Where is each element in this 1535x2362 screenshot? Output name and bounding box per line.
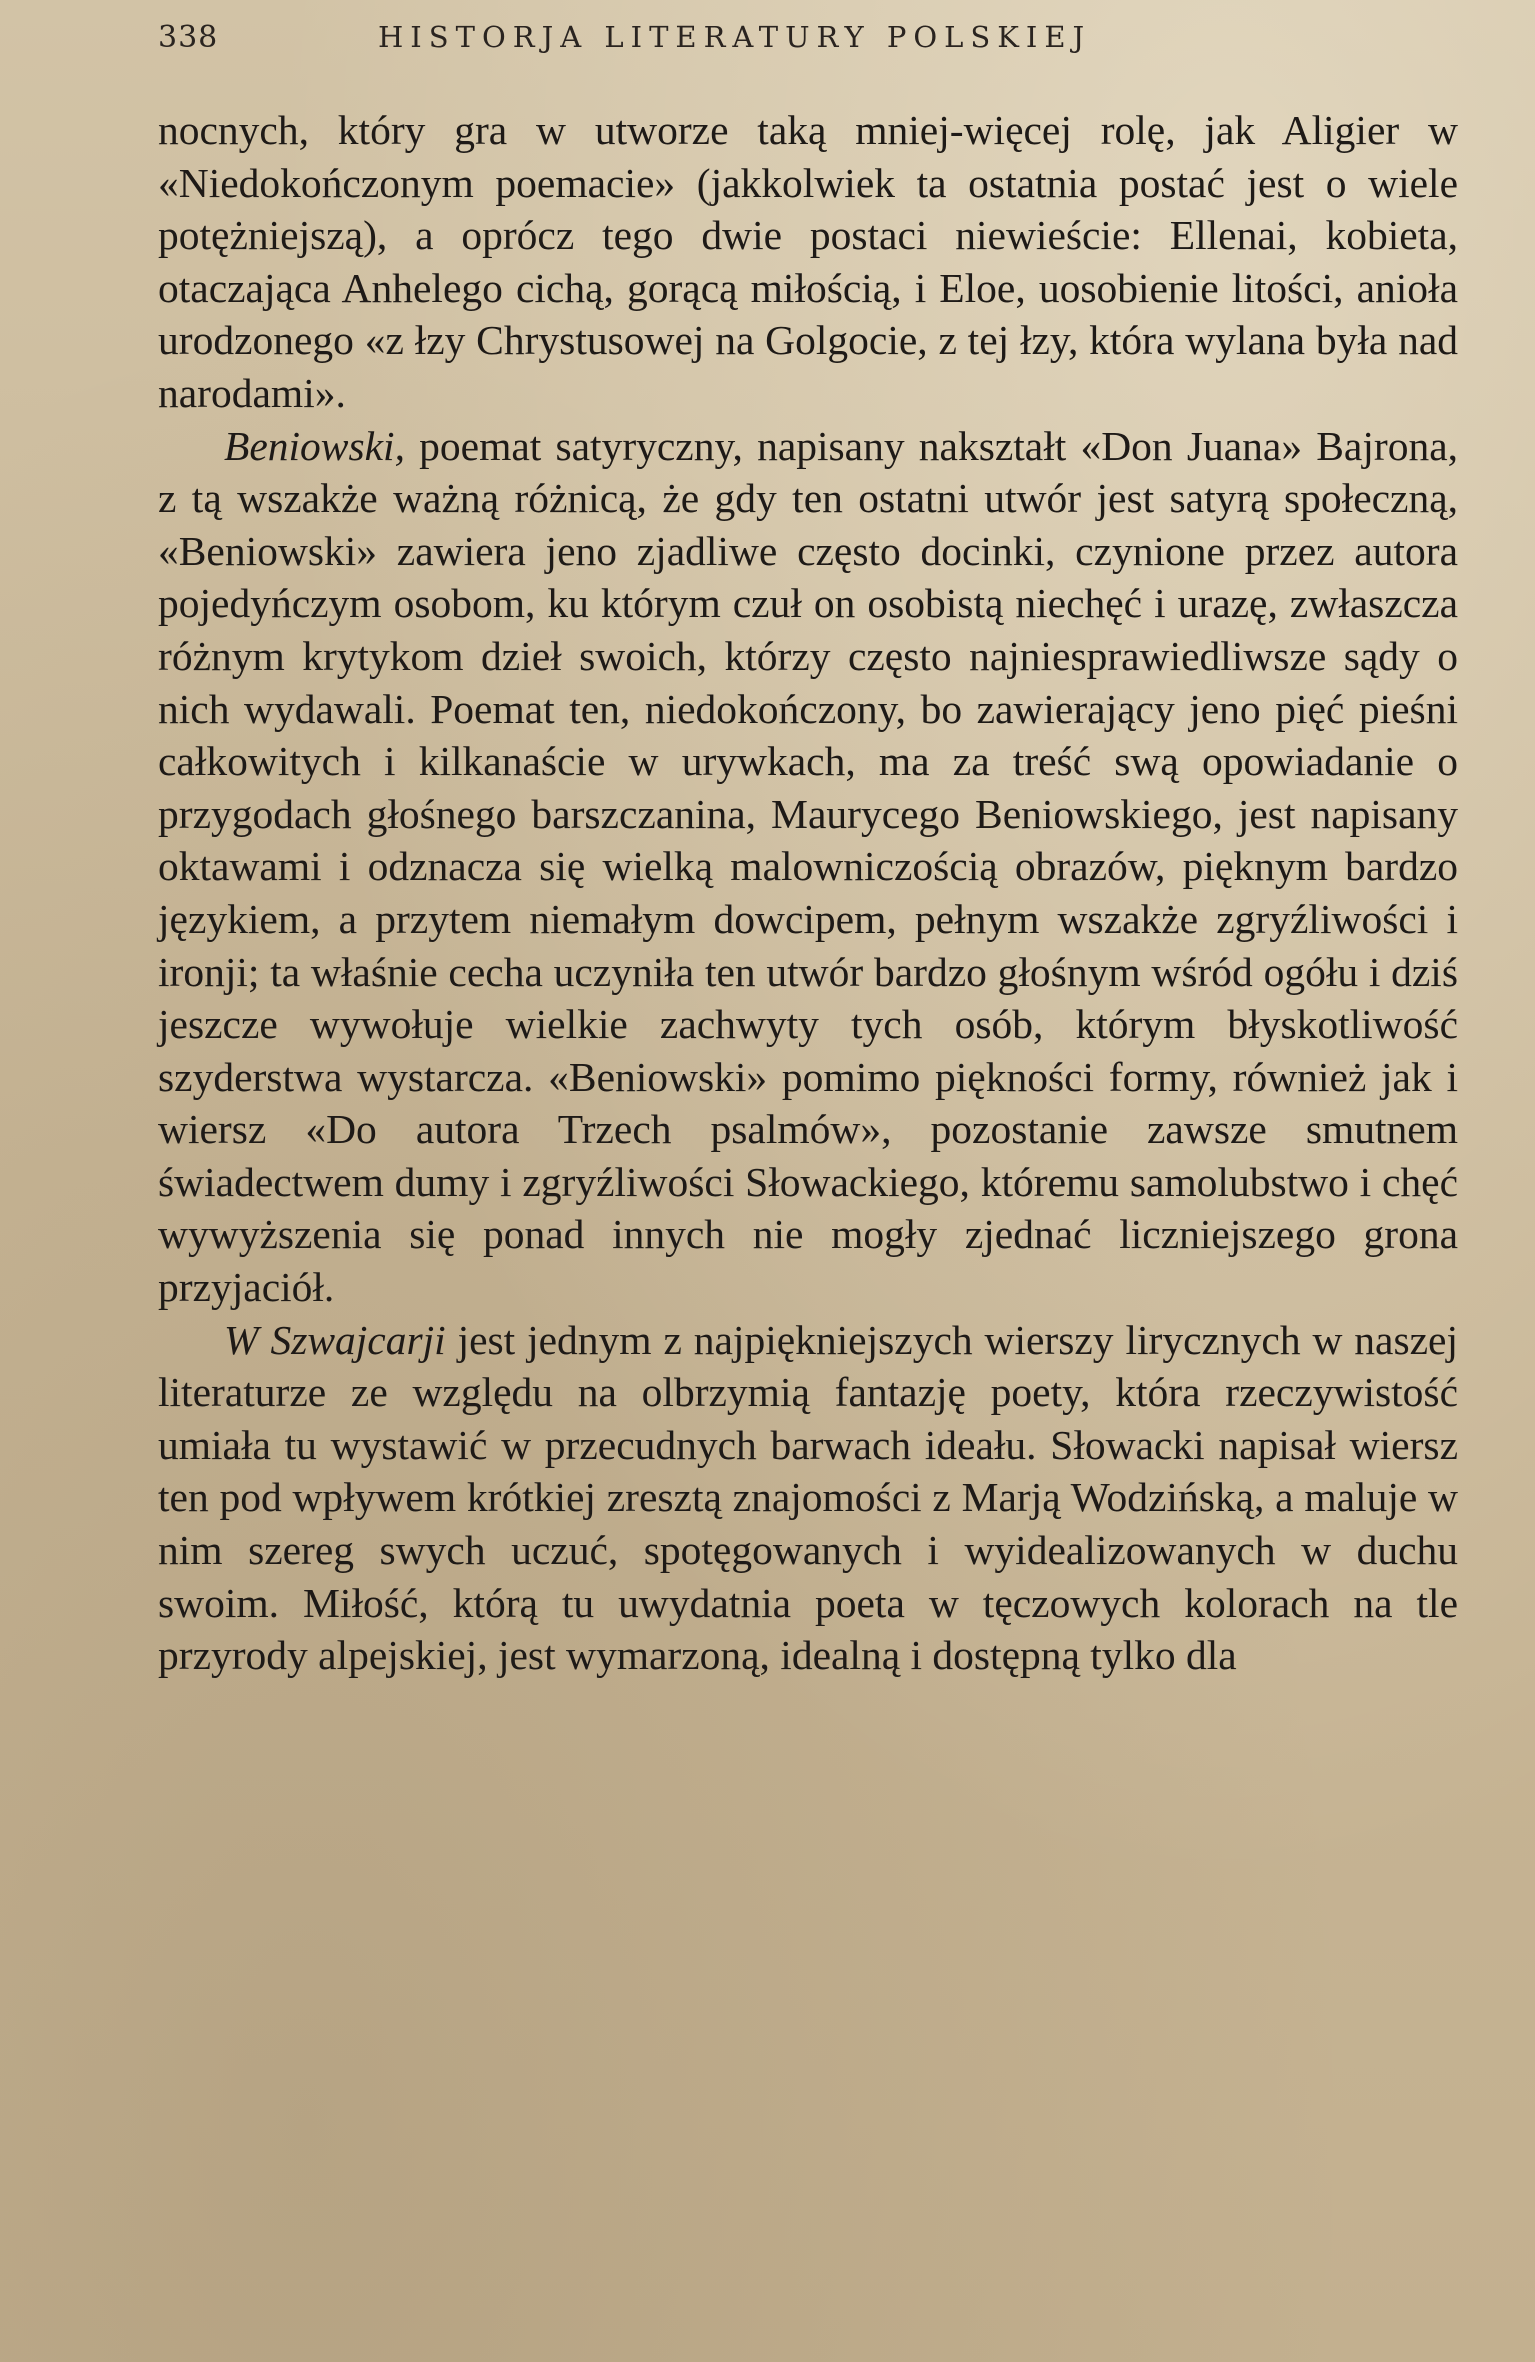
- paragraph-2-lead: Beniowski,: [224, 422, 405, 469]
- paragraph-3: [158, 1314, 1458, 1682]
- page-number: 338: [158, 20, 219, 55]
- paragraph-1-text: nocnych, który gra w utworze taką mniej-więcej rolę, jak Aligier w «Niedokończonym poemacie» (jakkolwiek ta ostatnia postać jest o wiele potężniejszą), a oprócz tego dwie postaci niewieście: Ellenai, kobieta, otaczająca Anhelego cichą, gorącą miłością, i Eloe, uosobienie litości, anioła urodzonego «z łzy Chrystusowej na Golgocie, z tej łzy, która wylana była nad narodami».: [158, 107, 1458, 416]
- page-header: [158, 20, 1465, 90]
- body-text: [158, 104, 1458, 1682]
- paragraph-3-lead: W Szwajcarji: [224, 1316, 446, 1363]
- paragraph-2: [158, 420, 1458, 1314]
- paragraph-1: [158, 104, 1458, 420]
- paragraph-3-text: jest jednym z najpiękniejszych wierszy lirycznych w naszej literaturze ze względu na olbrzymią fantazję poety, która rzeczywistość umiała tu wystawić w przecudnych barwach ideału. Słowacki napisał wiersz ten pod wpływem krótkiej zresztą znajomości z Marją Wodzińską, a maluje w nim szereg swych uczuć, spotęgowanych i wyidealizowanych w duchu swoim. Miłość, którą tu uwydatnia poeta w tęczowych kolorach na tle przyrody alpejskiej, jest wymarzoną, idealną i dostępną tylko dla: [158, 1316, 1459, 1679]
- running-title: HISTORJA LITERATURY POLSKIEJ: [378, 20, 1092, 54]
- paragraph-2-text: poemat satyryczny, napisany nakształt «Don Juana» Bajrona, z tą wszakże ważną różnicą, że gdy ten ostatni utwór jest satyrą społeczną, «Beniowski» zawiera jeno zjadliwe często docinki, czynione przez autora pojedyńczym osobom, ku którym czuł on osobistą niechęć i urazę, zwłaszcza różnym krytykom dzieł swoich, którzy często najniesprawiedliwsze sądy o nich wydawali. Poemat ten, niedokończony, bo zawierający jeno pięć pieśni całkowitych i kilkanaście w urywkach, ma za treść swą opowiadanie o przygodach głośnego barszczanina, Maurycego Beniowskiego, jest napisany oktawami i odznacza się wielką malowniczością obrazów, pięknym bardzo językiem, a przytem niemałym dowcipem, pełnym wszakże zgryźliwości i ironji; ta właśnie cecha uczyniła ten utwór bardzo głośnym wśród ogółu i dziś jeszcze wywołuje wielkie zachwyty tych osób, którym błyskotliwość szyderstwa wystarcza. «Beniowski» pomimo piękności formy, również jak i wiersz «Do autora Trzech psalmów», pozostanie zawsze smutnem świadectwem dumy i zgryźliwości Słowackiego, któremu samolubstwo i chęć wywyższenia się ponad innych nie mogły zjednać liczniejszego grona przyjaciół.: [158, 422, 1458, 1311]
